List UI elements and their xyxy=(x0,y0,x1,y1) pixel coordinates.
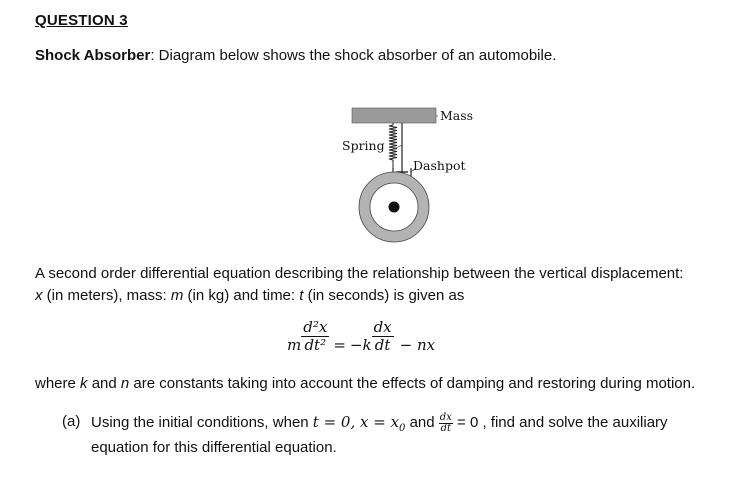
dashpot-label: Dashpot xyxy=(413,158,466,173)
question-heading: QUESTION 3 xyxy=(35,12,128,29)
initial-condition-text: t = 0, x = x xyxy=(312,413,400,431)
x-units-text: (in meters), mass: xyxy=(42,287,171,304)
description-line-1: A second order differential equation describing the relationship between the vertical displacement: xyxy=(35,265,684,282)
intro-rest: : Diagram below shows the shock absorber of an automobile. xyxy=(150,47,557,64)
part-a-text1: Using the initial conditions, when xyxy=(91,414,313,431)
part-a-equals-zero: = 0 xyxy=(452,414,479,431)
second-derivative-denominator: dt² xyxy=(304,336,327,354)
var-n: n xyxy=(120,375,130,392)
constants-line xyxy=(35,373,695,395)
var-t: t xyxy=(299,287,304,304)
var-k: k xyxy=(80,375,88,392)
part-a-text2: , find and solve the auxiliary xyxy=(478,414,668,431)
constants-post: are constants taking into account the effects of damping and restoring during motion. xyxy=(129,375,696,392)
first-derivative-denominator: dt xyxy=(374,336,391,354)
part-a-label: (a) xyxy=(62,413,81,430)
intro-text xyxy=(35,47,556,64)
spring-coil xyxy=(389,123,397,170)
wheel-hub xyxy=(389,202,400,213)
var-x: x xyxy=(35,287,43,304)
eq-mass-coefficient: m xyxy=(287,335,302,354)
second-derivative-fraction xyxy=(301,319,329,354)
mass-block xyxy=(352,108,436,123)
var-m: m xyxy=(170,287,184,304)
second-derivative-numerator: d²x xyxy=(303,318,328,336)
initial-condition xyxy=(312,413,406,434)
part-a-line-1 xyxy=(91,411,668,440)
initial-condition-subscript: 0 xyxy=(399,423,406,434)
spring-label: Spring xyxy=(342,138,385,153)
part-a-and: and xyxy=(405,414,439,431)
velocity-fraction xyxy=(439,413,453,434)
description-line-2 xyxy=(35,285,464,307)
constants-pre: where xyxy=(35,375,81,392)
differential-equation xyxy=(287,319,435,354)
mass-label: Mass xyxy=(440,108,474,123)
part-a-line-2: equation for this differential equation. xyxy=(91,439,337,456)
intro-bold: Shock Absorber xyxy=(35,47,151,64)
m-units-text: (in kg) and time: xyxy=(183,287,300,304)
t-units-text: (in seconds) is given as xyxy=(303,287,465,304)
eq-tail: − nx xyxy=(399,335,436,354)
first-derivative-fraction xyxy=(372,319,394,354)
first-derivative-numerator: dx xyxy=(373,318,392,336)
constants-mid: and xyxy=(87,375,121,392)
velocity-denominator: dt xyxy=(440,422,452,434)
velocity-numerator: dx xyxy=(439,411,452,423)
eq-equals: = xyxy=(333,335,346,354)
eq-minus-k: −k xyxy=(349,335,372,354)
